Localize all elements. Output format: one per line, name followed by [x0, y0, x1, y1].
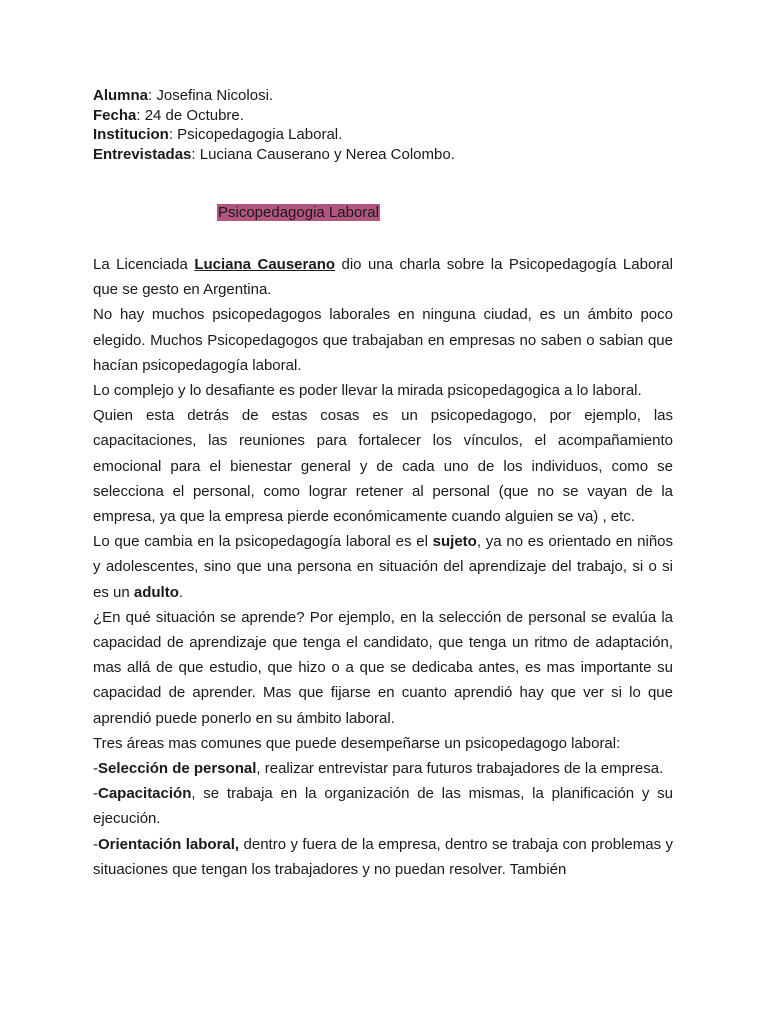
- term-sujeto: sujeto: [432, 533, 477, 551]
- speaker-name: Luciana Causerano: [194, 256, 336, 273]
- header-row-fecha: [93, 106, 673, 126]
- list-item-orientacion: [93, 832, 673, 882]
- paragraph-5: [93, 529, 673, 605]
- title-wrap: [93, 203, 673, 222]
- term-orientacion: Orientación laboral,: [98, 835, 240, 853]
- paragraph-1-text-b: dio una charla sobre la Psicopedagogía Laboral que se gesto en Argentina.: [93, 256, 673, 299]
- document-body: [93, 252, 673, 882]
- term-seleccion: Selección de personal: [98, 760, 257, 778]
- document-title: Psicopedagogia Laboral: [218, 204, 379, 221]
- alumna-value: : Josefina Nicolosi.: [148, 87, 274, 104]
- institucion-value: : Psicopedagogia Laboral.: [168, 126, 343, 143]
- entrevistadas-value: : Luciana Causerano y Nerea Colombo.: [191, 145, 455, 163]
- institucion-label: Institucion: [93, 126, 169, 143]
- header-row-institucion: [93, 125, 673, 145]
- list-item-capacitacion: [93, 781, 673, 831]
- fecha-value: : 24 de Octubre.: [136, 106, 244, 124]
- paragraph-5-text-c: .: [178, 583, 184, 601]
- paragraph-1: [93, 252, 673, 302]
- paragraph-7: Tres áreas mas comunes que puede desempeñarse un psicopedagogo laboral:: [93, 734, 621, 752]
- paragraph-3: Lo complejo y lo desafiante es poder llevar la mirada psicopedagogica a lo laboral.: [93, 382, 642, 400]
- list-item-capacitacion-text: , se trabaja en la organización de las mismas, la planificación y su ejecución.: [93, 785, 673, 828]
- list-item-seleccion-text: , realizar entrevistar para futuros trabajadores de la empresa.: [256, 760, 664, 778]
- header-row-entrevistadas: [93, 145, 673, 165]
- entrevistadas-label: Entrevistadas: [93, 145, 192, 163]
- term-capacitacion: Capacitación: [98, 785, 192, 803]
- paragraph-5-text-a: Lo que cambia en la psicopedagogía laboral es el: [93, 533, 433, 551]
- term-adulto: adulto: [133, 583, 179, 601]
- alumna-label: Alumna: [93, 87, 149, 104]
- fecha-label: Fecha: [93, 106, 137, 124]
- paragraph-6: ¿En qué situación se aprende? Por ejemplo, en la selección de personal se evalúa la capacidad de aprendizaje que tenga el candidato, que tenga un ritmo de adaptación, mas allá de que estudio, que hizo o a que se dedicaba antes, es mas importante su capacidad de aprender. Mas que fijarse en cuanto aprendió hay que ver si lo que aprendió puede ponerlo en su ámbito laboral.: [93, 608, 673, 727]
- header-row-alumna: [93, 86, 673, 106]
- list-dash: -: [93, 785, 98, 803]
- document-page: [93, 86, 673, 882]
- paragraph-5-text-b: , ya no es orientado en niños y adolescentes, sino que una persona en situación del aprendizaje del trabajo, si o si es un: [93, 533, 673, 601]
- list-dash: -: [93, 760, 98, 778]
- list-item-orientacion-text: dentro y fuera de la empresa, dentro se trabaja con problemas y situaciones que tengan los trabajadores y no puedan resolver. También: [93, 835, 673, 878]
- paragraph-2: No hay muchos psicopedagogos laborales en ninguna ciudad, es un ámbito poco elegido. Muchos Psicopedagogos que trabajaban en empresas no saben o sabian que hacían psicopedagogía laboral.: [93, 306, 673, 374]
- list-item-seleccion: [93, 756, 673, 781]
- list-dash: -: [93, 835, 98, 853]
- document-header: [93, 86, 673, 164]
- paragraph-1-text-a: La Licenciada: [93, 256, 195, 273]
- paragraph-4: Quien esta detrás de estas cosas es un psicopedagogo, por ejemplo, las capacitaciones, las reuniones para fortalecer los vínculos, el acompañamiento emocional para el bienestar general y de cada uno de los individuos, como se selecciona el personal, como lograr retener al personal (que no se vayan de la empresa, ya que la empresa pierde económicamente cuando alguien se va) , etc.: [93, 407, 673, 526]
